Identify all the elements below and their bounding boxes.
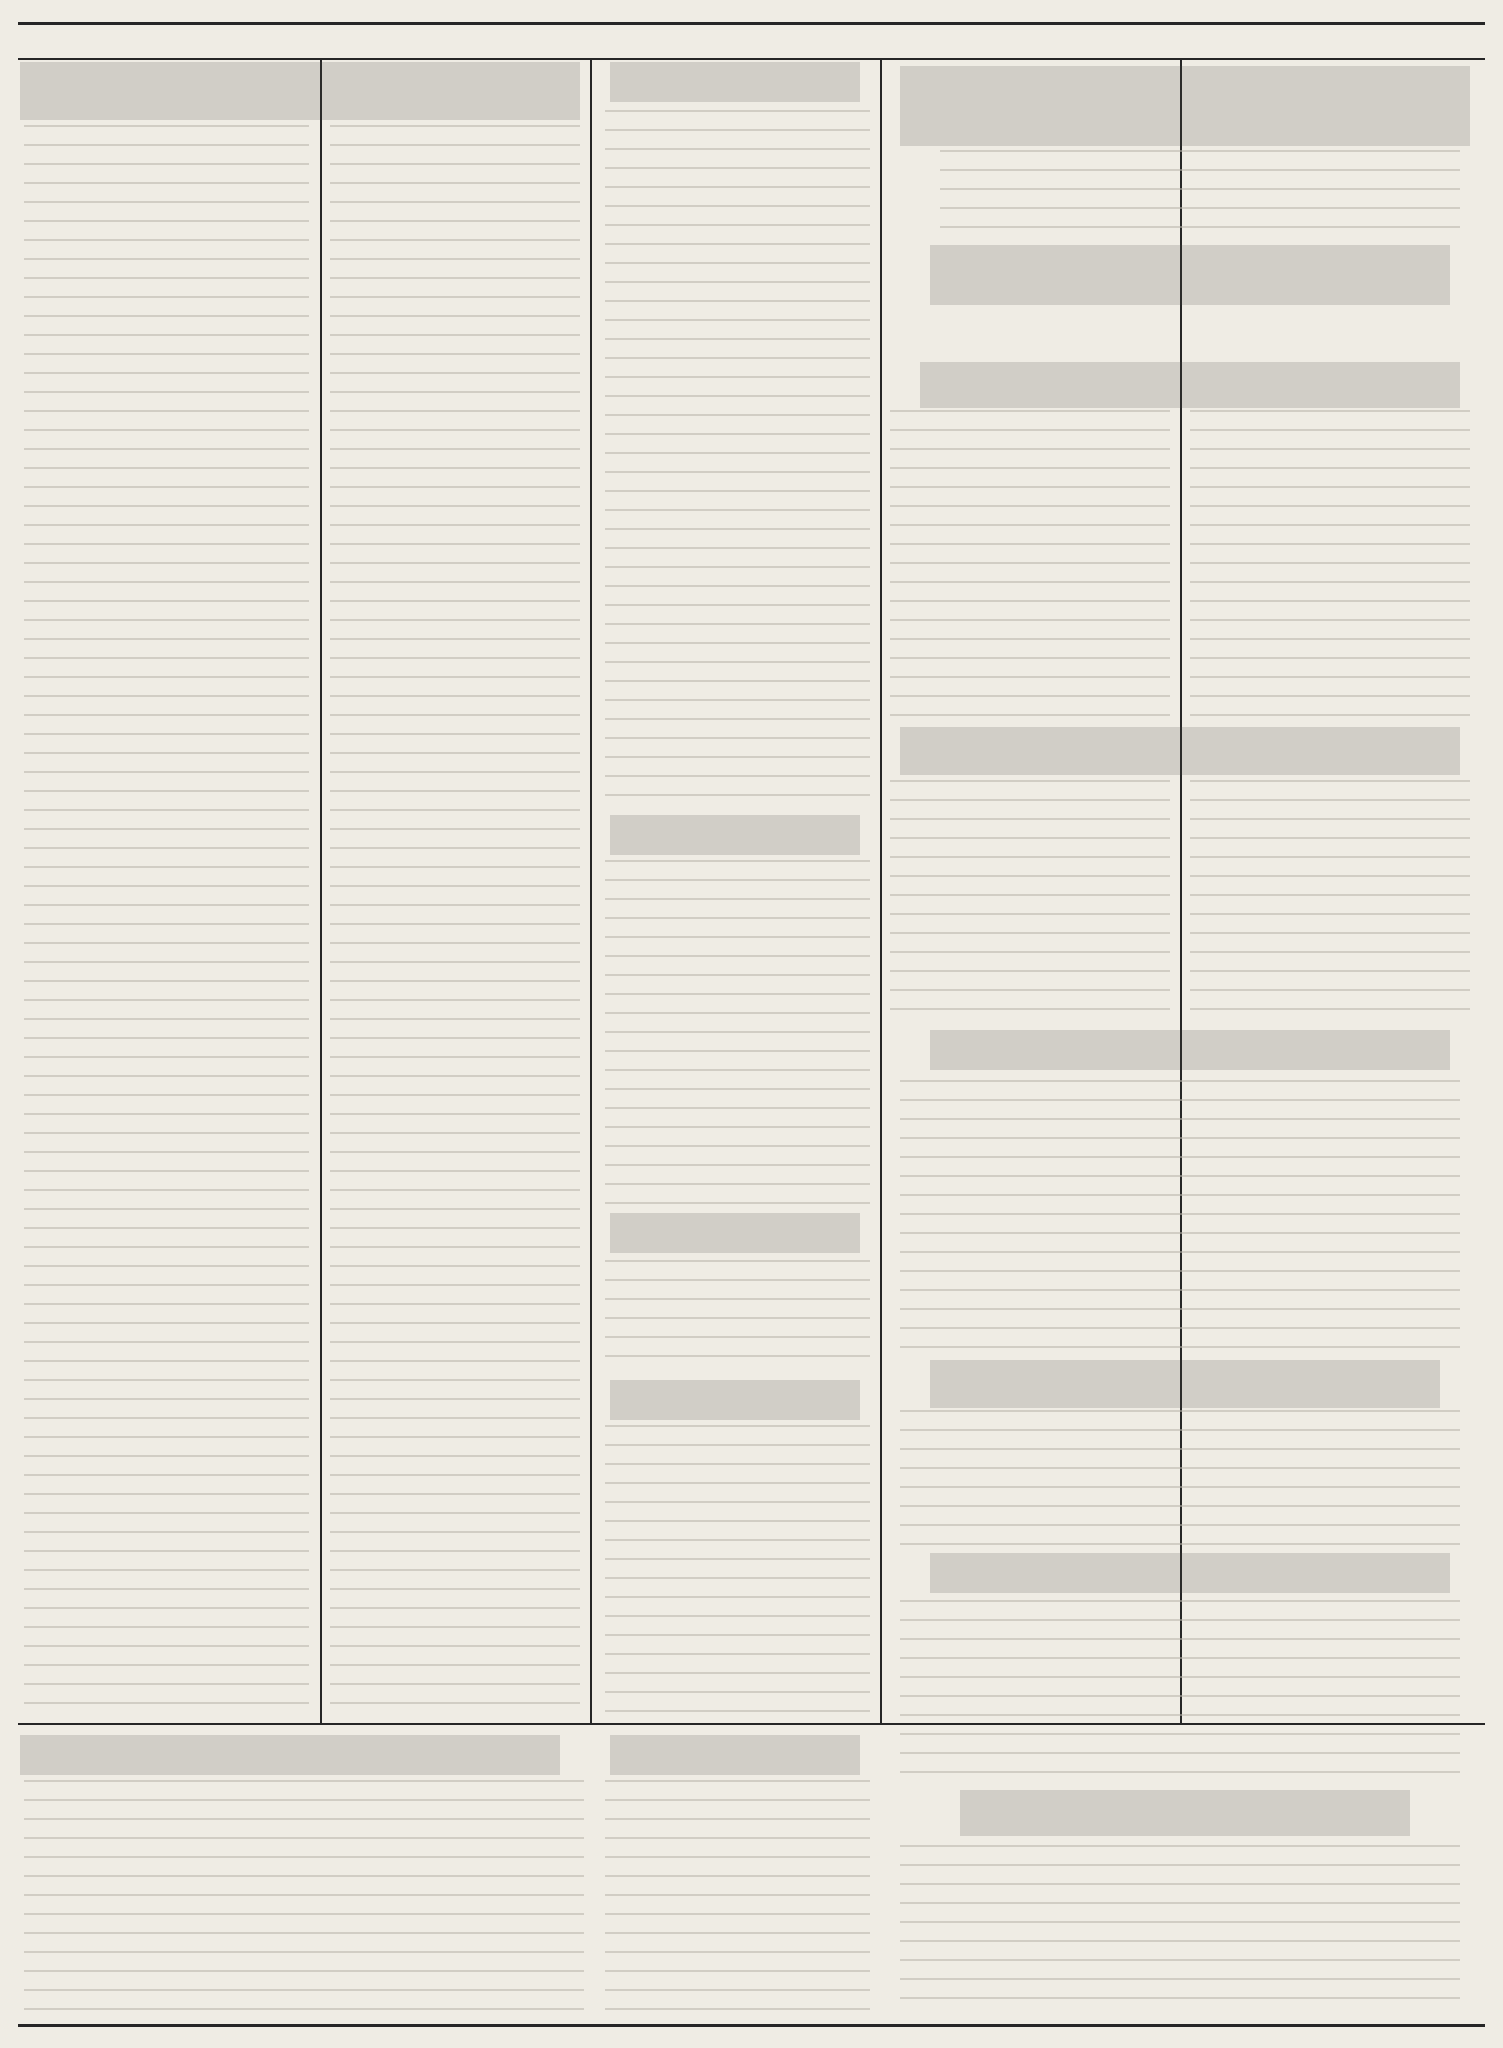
masthead-block xyxy=(900,66,1470,146)
text-block-9 xyxy=(900,1845,1460,2015)
text-block-5 xyxy=(890,780,1170,1020)
headline-block-1 xyxy=(930,245,1450,305)
text-block-2 xyxy=(1190,410,1470,720)
headline-block-7 xyxy=(960,1790,1410,1836)
headline-block-14 xyxy=(20,1735,560,1775)
column-rule-1 xyxy=(320,58,322,1723)
headline-block-8 xyxy=(610,62,860,102)
headline-block-6 xyxy=(930,1553,1450,1593)
text-block-6 xyxy=(900,1080,1460,1350)
text-block-11 xyxy=(605,860,870,1205)
headline-block-4 xyxy=(930,1030,1450,1070)
column-rule-2 xyxy=(590,58,592,1723)
text-block-10 xyxy=(605,110,870,805)
headline-block-13 xyxy=(20,62,580,120)
headline-block-5 xyxy=(930,1360,1440,1408)
column-rule-3 xyxy=(880,58,882,1723)
text-block-7 xyxy=(900,1410,1460,1550)
text-block-3 xyxy=(890,410,1170,720)
headline-block-11 xyxy=(610,1380,860,1420)
text-block-4 xyxy=(1190,780,1470,1020)
text-block-1 xyxy=(940,150,1460,240)
text-block-17 xyxy=(24,1780,584,2015)
headline-block-9 xyxy=(610,815,860,855)
text-block-15 xyxy=(330,125,580,1715)
header-rule xyxy=(18,58,1485,60)
text-block-13 xyxy=(605,1425,870,1720)
headline-block-3 xyxy=(900,727,1460,775)
headline-block-12 xyxy=(610,1735,860,1775)
text-block-8 xyxy=(900,1600,1460,1780)
section-rule-2 xyxy=(18,2024,1485,2027)
text-block-12 xyxy=(605,1260,870,1370)
top-rule xyxy=(18,22,1485,25)
headline-block-10 xyxy=(610,1213,860,1253)
headline-block-2 xyxy=(920,362,1460,408)
text-block-14 xyxy=(605,1780,870,2015)
text-block-16 xyxy=(24,125,309,1715)
